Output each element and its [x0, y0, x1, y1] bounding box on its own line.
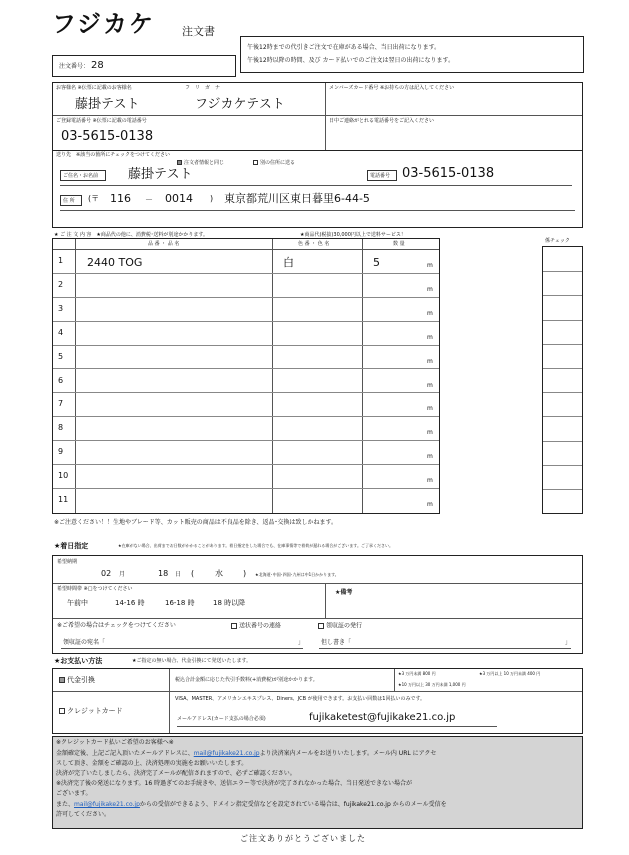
- row-number: 5: [58, 351, 64, 361]
- shipping-label: 送り先 ※該当の箇所にチェックをつけてください: [56, 152, 171, 158]
- ship-phone-tag: 電話番号: [367, 170, 397, 181]
- card-notes-title: ※クレジットカード払いご希望のお客様へ※: [56, 739, 174, 746]
- payment-section-note: ★ご指定の無い場合、代金引換にて発送いたします。: [132, 658, 252, 664]
- table-row: [53, 298, 439, 322]
- registered-phone[interactable]: 03-5615-0138: [61, 129, 154, 144]
- row-unit: m: [427, 309, 433, 317]
- card-notes-line-6: また、mail@fujikake21.co.jpからの受信ができるよう、ドメイン指定受信などを設定されている場合は、fujikake21.co.jp からのメール受信を: [56, 801, 447, 808]
- receipt-name-close: 」: [298, 639, 305, 646]
- order-section-label: ★ ご 注 文 内 容 ★商品代の他に、消費税･送料が別途かかります。: [54, 232, 209, 238]
- receipt-checkbox[interactable]: [318, 623, 324, 629]
- table-row: [53, 489, 439, 513]
- check-row-divider: [543, 392, 582, 393]
- row-unit: m: [427, 285, 433, 293]
- zip-code-2[interactable]: 0014: [165, 192, 193, 205]
- order-number-box: [52, 55, 236, 77]
- order-section-note: ★商品代(税抜)30,000円以上で送料サービス！: [300, 232, 406, 238]
- card-option[interactable]: クレジットカード: [59, 708, 123, 715]
- zip-close: ): [210, 194, 214, 203]
- form-title: 注文書: [182, 25, 215, 38]
- ship-other-checkbox[interactable]: [253, 160, 258, 165]
- ship-same-option[interactable]: 注文者情報と同じ: [177, 160, 224, 166]
- notice-box: [240, 36, 584, 73]
- receipt-note-close: 」: [565, 639, 572, 646]
- order-number-label: 注文番号：: [59, 63, 90, 70]
- row-unit: m: [427, 453, 433, 461]
- row-unit: m: [427, 405, 433, 413]
- day-unit: 日: [175, 571, 182, 578]
- customer-furigana[interactable]: フジカケテスト: [195, 97, 285, 112]
- table-row: [53, 441, 439, 465]
- desired-date-label: 希望納期: [57, 559, 78, 565]
- col-product-header: 品 番 ・ 品 名: [148, 241, 180, 247]
- zip-code-1[interactable]: 116: [110, 192, 131, 205]
- ship-name-tag: ご住名・お名前: [60, 170, 106, 181]
- row-number: 2: [58, 279, 64, 289]
- time-slot-label: 希望時間帯 ※□をつけてください: [57, 586, 133, 592]
- table-row: [53, 370, 439, 394]
- time-slot-option[interactable]: 午前中: [67, 599, 88, 607]
- payment-box: [52, 668, 583, 734]
- month-unit: 月: [119, 571, 126, 578]
- row-qty[interactable]: 5: [373, 256, 380, 269]
- ship-phone[interactable]: 03-5615-0138: [402, 166, 495, 181]
- card-notes-line-3: 決済が完了いたしましたら、決済完了メールが配信されますので、必ずご確認ください。: [56, 770, 296, 777]
- remarks-label: ★備考: [335, 589, 353, 596]
- tracking-checkbox[interactable]: [231, 623, 237, 629]
- ship-address-tag: 住 所: [60, 195, 82, 206]
- cod-checkbox[interactable]: [59, 677, 65, 683]
- customer-info: [52, 82, 583, 151]
- customer-name-label: お客様名 ※伝票に記載のお客様名: [56, 85, 132, 91]
- member-card-label: メンバーズカード番号 ※お持ちの方は記入してください: [329, 85, 455, 91]
- ship-name[interactable]: 藤掛テスト: [128, 167, 193, 182]
- check-row-divider: [543, 416, 582, 417]
- zip-open: (〒: [88, 194, 100, 203]
- time-slot-option[interactable]: 18 時以降: [213, 599, 246, 607]
- order-caution: ※ご注意ください！！生地やブレード等、カット販売の商品は不良品を除き、返品･交換は致しかねます。: [54, 519, 338, 526]
- time-slot-option[interactable]: 14-16 時: [115, 599, 145, 607]
- card-notes-line-2: スして頂き、金額をご確認の上、決済処理の実施をお願いいたします。: [56, 760, 248, 767]
- table-row: [53, 346, 439, 370]
- row-number: 3: [58, 303, 64, 313]
- dow-close: ): [243, 569, 247, 578]
- row-unit: m: [427, 477, 433, 485]
- card-description: VISA、MASTER、アメリカンエキスプレス、Diners、JCB が使用できます。お支払い回数は1回払いのみです。: [175, 696, 426, 702]
- receipt-option[interactable]: 領収証の発行: [318, 623, 362, 630]
- receipt-name-label: 領収証の宛名「: [63, 639, 106, 646]
- ship-other-option[interactable]: 別の住所に送る: [253, 160, 295, 166]
- card-notes-line-1: 金額確定後、上記ご記入頂いたメールアドレスに、mail@fujikake21.co.jpより決済案内メールをお送りいたします。メール内 URL にアクセ: [56, 750, 437, 757]
- card-notes-line-5: ございます。: [56, 790, 92, 797]
- col-color-header: 色 番 ・ 色 名: [298, 241, 330, 247]
- check-row-divider: [543, 344, 582, 345]
- row-product[interactable]: 2440 TOG: [87, 256, 143, 269]
- cod-description: 税込合計金額に応じた代引手数料(+消費税)が別途かかります。: [175, 677, 318, 683]
- notice-line-1: 午後12時までの代引きご注文で在庫がある場合、当日出荷になります。: [247, 44, 441, 51]
- order-number[interactable]: 28: [91, 60, 104, 71]
- delivery-section-note: ★在庫がない場合、出荷までお日数がかかることがあります。着日指定をした場合でも、在庫事情等で着荷が遅れる場合がございます。ご了承ください。: [118, 543, 393, 548]
- col-qty-header: 数 量: [393, 241, 405, 247]
- doc-request-label: ※ご希望の場合はチェックをつけてください: [57, 622, 176, 629]
- table-row: [53, 465, 439, 489]
- receipt-note-label: 但し書き「: [321, 639, 352, 646]
- mail-address[interactable]: fujikaketest@fujikake21.co.jp: [309, 712, 456, 723]
- ship-address[interactable]: 東京都荒川区東日暮里6-44-5: [224, 192, 370, 205]
- card-notes-box: [52, 736, 583, 829]
- mail-link-2[interactable]: mail@fujikake21.co.jp: [74, 801, 140, 808]
- cod-option[interactable]: 代金引換: [59, 677, 95, 684]
- staff-check-header: 係チェック: [545, 238, 570, 244]
- logo: フジカケ: [52, 10, 156, 38]
- row-number: 1: [58, 256, 64, 265]
- check-row-divider: [543, 271, 582, 272]
- desired-month[interactable]: 02: [101, 569, 112, 578]
- row-unit: m: [427, 429, 433, 437]
- zip-dash: －: [145, 195, 153, 204]
- payment-section-label: ★お支払い方法: [54, 657, 103, 665]
- mail-link-1[interactable]: mail@fujikake21.co.jp: [193, 750, 260, 757]
- desired-day-of-week[interactable]: 水: [215, 569, 223, 578]
- row-unit: m: [427, 333, 433, 341]
- mail-label: メールアドレス(カード支払の場合必須): [177, 716, 266, 722]
- row-number: 10: [58, 471, 69, 481]
- ship-same-checkbox[interactable]: [177, 160, 182, 165]
- card-checkbox[interactable]: [59, 708, 65, 714]
- row-number: 6: [58, 375, 64, 385]
- row-number: 11: [58, 495, 69, 504]
- check-row-divider: [543, 465, 582, 466]
- cod-fee-1: ★3 万円未満 800 円: [398, 671, 436, 676]
- order-table: [52, 238, 440, 514]
- row-number: 9: [58, 447, 64, 457]
- check-row-divider: [543, 320, 582, 321]
- furigana-label: フ リ ガ ナ: [185, 85, 221, 91]
- time-slot-option[interactable]: 16-18 時: [165, 599, 195, 607]
- registered-phone-label: ご登録電話番号 ※伝票に記載の電話番号: [56, 118, 147, 124]
- row-unit: m: [427, 262, 433, 269]
- check-row-divider: [543, 295, 582, 296]
- desired-day[interactable]: 18: [158, 569, 169, 578]
- card-notes-line-7: 許可してください。: [56, 811, 111, 818]
- table-row: [53, 417, 439, 441]
- daytime-phone-label: 日中ご連絡がとれる電話番号をご記入ください: [329, 118, 435, 124]
- row-unit: m: [427, 357, 433, 365]
- check-row-divider: [543, 489, 582, 490]
- cod-fee-2: ★3 万円以上 10 万円未満 400 円: [479, 671, 541, 676]
- notice-line-2: 午後12時以降の時間、及び カード払いでのご注文は翌日の出荷になります。: [247, 57, 455, 64]
- row-number: 4: [58, 327, 64, 337]
- row-color[interactable]: 白: [283, 256, 294, 269]
- date-note: ★北海道･中国･四国･九州は中1日かかります。: [255, 572, 339, 577]
- check-row-divider: [543, 368, 582, 369]
- row-unit: m: [427, 381, 433, 389]
- delivery-section-label: ★着日指定: [54, 542, 89, 550]
- card-notes-line-4: ※決済完了後の発送になります。16 時過ぎてのお手続きや、送信エラー等で決済が完了されなかった場合、当日発送できない場合が: [56, 780, 412, 787]
- thanks-message: ご注文ありがとうございました: [240, 834, 366, 843]
- tracking-option[interactable]: 送状番号の連絡: [231, 623, 281, 630]
- table-row: [53, 393, 439, 417]
- customer-name[interactable]: 藤掛テスト: [75, 97, 140, 112]
- shipping-section: [52, 151, 583, 228]
- delivery-box: [52, 555, 583, 654]
- staff-check-column: [542, 246, 583, 514]
- row-number: 7: [58, 399, 64, 409]
- row-unit: m: [427, 501, 433, 508]
- cod-fee-3: ★10 万円以上 30 万円未満 1,000 円: [398, 682, 466, 687]
- table-row: [53, 250, 439, 274]
- dow-open: (: [191, 569, 195, 578]
- table-row: [53, 322, 439, 346]
- row-number: 8: [58, 423, 64, 433]
- table-row: [53, 274, 439, 298]
- check-row-divider: [543, 441, 582, 442]
